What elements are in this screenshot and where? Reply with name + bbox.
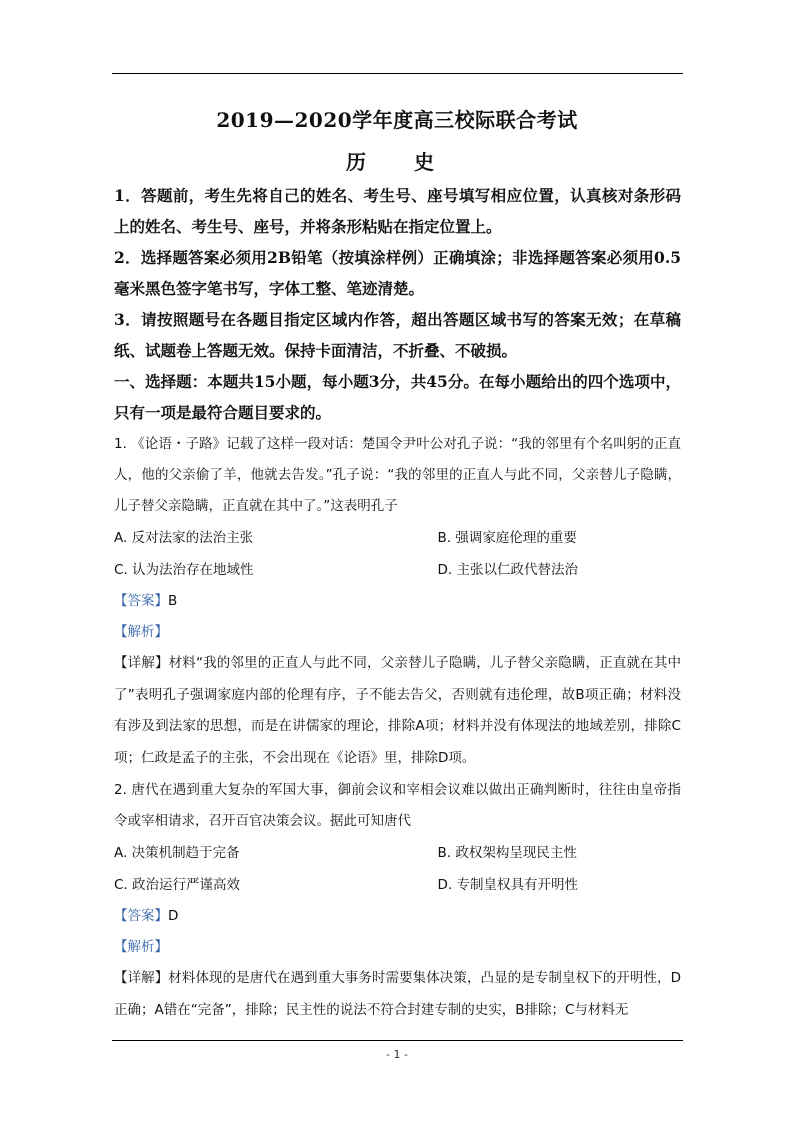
section-heading: 一、选择题：本题共15小题，每小题3分，共45分。在每小题给出的四个选项中，只有一项是最符合题目要求的。 xyxy=(114,372,681,422)
question-1-detail: 【详解】材料“我的邻里的正直人与此不同，父亲替儿子隐瞒，儿子替父亲隐瞒，正直就在其中了”表明孔子强调家庭内部的伦理有序，子不能去告父，否则就有违伦理，故B项正确；材料没有涉及到法家的思想，而是在讲儒家的理论，排除A项；材料并没有体现法的地域差别，排除C项；仁政是孟子的主张，不会出现在《论语》里，排除D项。 xyxy=(114,655,681,766)
instruction-1: 1．答题前，考生先将自己的姓名、考生号、座号填写相应位置，认真核对条形码上的姓名、考生号、座号，并将条形粘贴在指定位置上。 xyxy=(114,186,681,236)
question-2-detail: 【详解】材料体现的是唐代在遇到重大事务时需要集体决策，凸显的是专制皇权下的开明性，D正确；A错在“完备”，排除；民主性的说法不符合封建专制的史实，B排除；C与材料无 xyxy=(114,970,681,1018)
footer-rule xyxy=(112,1040,683,1041)
question-1-option-c: C. 认为法治存在地域性 xyxy=(114,562,254,578)
instruction-3: 3．请按照题号在各题目指定区域内作答，超出答题区域书写的答案无效；在草稿纸、试题卷上答题无效。保持卡面清洁，不折叠、不破损。 xyxy=(114,310,681,360)
analysis-label: 【解析】 xyxy=(114,624,168,640)
question-1-option-a: A. 反对法家的法治主张 xyxy=(114,530,254,546)
question-1-option-b: B. 强调家庭伦理的重要 xyxy=(437,530,577,546)
answer-label: 【答案】 xyxy=(114,908,168,924)
question-2-analysis xyxy=(114,932,681,963)
question-2-answer xyxy=(114,901,681,932)
answer-value: D xyxy=(168,908,179,924)
answer-label: 【答案】 xyxy=(114,593,168,609)
question-1-answer xyxy=(114,586,681,617)
header-rule xyxy=(112,73,683,74)
page-content xyxy=(114,180,681,1026)
question-1-stem: 1. 《论语・子路》记载了这样一段对话：楚国令尹叶公对孔子说：“我的邻里有个名叫躬的正直人，他的父亲偷了羊，他就去告发。”孔子说：“我的邻里的正直人与此不同，父亲替儿子隐瞒，儿子替父亲隐瞒，正直就在其中了。”这表明孔子 xyxy=(114,436,681,514)
question-2-options xyxy=(114,837,681,901)
question-1-options xyxy=(114,522,681,586)
question-1-option-d: D. 主张以仁政代替法治 xyxy=(437,562,578,578)
analysis-label: 【解析】 xyxy=(114,939,168,955)
answer-value: B xyxy=(168,593,178,609)
question-2-option-d: D. 专制皇权具有开明性 xyxy=(437,877,578,893)
exam-title: 2019—2020学年度高三校际联合考试 xyxy=(216,108,578,132)
subject-title: 历 史 xyxy=(346,150,448,174)
question-2-option-b: B. 政权架构呈现民主性 xyxy=(437,845,577,861)
question-2-stem: 2. 唐代在遇到重大复杂的军国大事，御前会议和宰相会议难以做出正确判断时，往往由皇帝指令或宰相请求，召开百官决策会议。据此可知唐代 xyxy=(114,782,681,829)
question-2-option-a: A. 决策机制趋于完备 xyxy=(114,845,240,861)
question-1-analysis xyxy=(114,617,681,648)
instruction-2: 2．选择题答案必须用2B铅笔（按填涂样例）正确填涂；非选择题答案必须用0.5毫米黑色签字笔书写，字体工整、笔迹清楚。 xyxy=(114,248,681,298)
page-number: - 1 - xyxy=(386,1048,408,1061)
question-2-option-c: C. 政治运行严谨高效 xyxy=(114,877,241,893)
